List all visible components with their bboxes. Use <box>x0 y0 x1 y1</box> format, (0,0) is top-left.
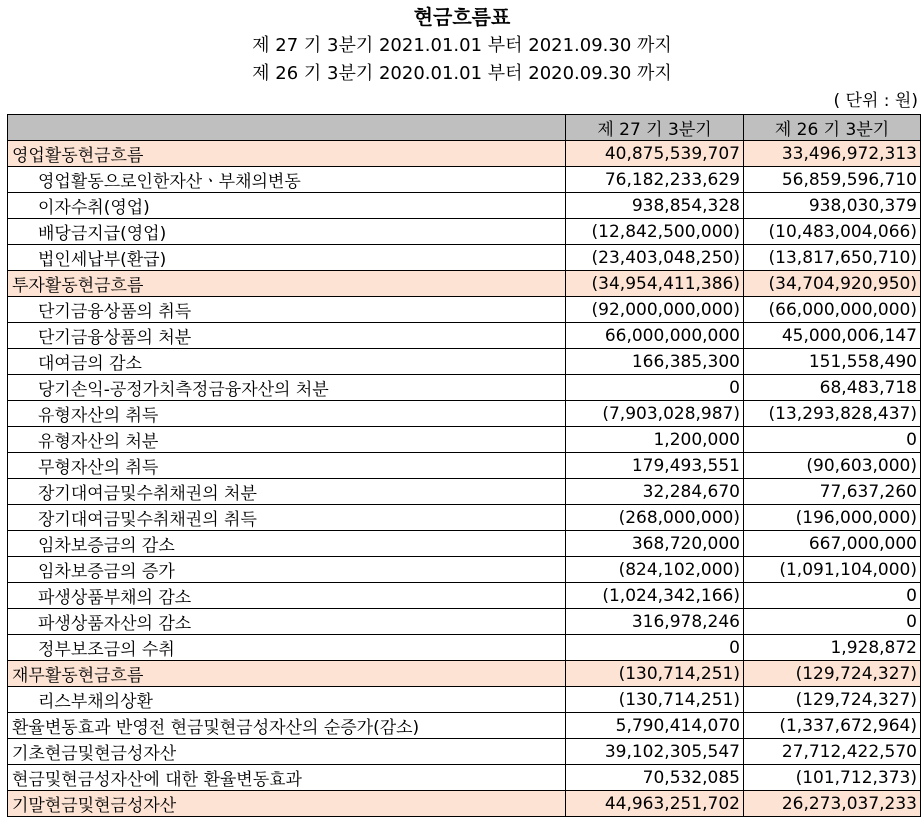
table-row <box>8 427 921 453</box>
value-current: (7,903,028,987) <box>566 401 744 427</box>
value-current: (12,842,500,000) <box>566 219 744 245</box>
value-prior: (1,091,104,000) <box>744 557 921 583</box>
row-label: 파생상품부채의 감소 <box>8 583 566 609</box>
row-label: 단기금융상품의 취득 <box>8 297 566 323</box>
value-current: 66,000,000,000 <box>566 323 744 349</box>
value-prior: 0 <box>744 427 921 453</box>
row-label: 당기손익-공정가치측정금융자산의 처분 <box>8 375 566 401</box>
table-row <box>8 583 921 609</box>
cash-flow-table <box>7 114 921 817</box>
value-prior: 26,273,037,233 <box>744 791 921 817</box>
value-current: 0 <box>566 635 744 661</box>
value-current: (130,714,251) <box>566 661 744 687</box>
value-prior: 151,558,490 <box>744 349 921 375</box>
value-current: 1,200,000 <box>566 427 744 453</box>
value-prior: 938,030,379 <box>744 193 921 219</box>
value-current: 44,963,251,702 <box>566 791 744 817</box>
value-current: 39,102,305,547 <box>566 739 744 765</box>
value-current: 179,493,551 <box>566 453 744 479</box>
value-current: 76,182,233,629 <box>566 167 744 193</box>
value-current: 0 <box>566 375 744 401</box>
table-row <box>8 219 921 245</box>
value-prior: 1,928,872 <box>744 635 921 661</box>
row-label: 기초현금및현금성자산 <box>8 739 566 765</box>
value-prior: 27,712,422,570 <box>744 739 921 765</box>
table-row <box>8 193 921 219</box>
row-label: 파생상품자산의 감소 <box>8 609 566 635</box>
value-prior: 667,000,000 <box>744 531 921 557</box>
table-row <box>8 323 921 349</box>
table-row <box>8 713 921 739</box>
value-current: 938,854,328 <box>566 193 744 219</box>
value-prior: 68,483,718 <box>744 375 921 401</box>
value-prior: 0 <box>744 583 921 609</box>
value-prior: (129,724,327) <box>744 687 921 713</box>
value-prior: 56,859,596,710 <box>744 167 921 193</box>
row-label: 임차보증금의 증가 <box>8 557 566 583</box>
value-prior: (10,483,004,066) <box>744 219 921 245</box>
value-prior: (13,293,828,437) <box>744 401 921 427</box>
value-prior: (13,817,650,710) <box>744 245 921 271</box>
table-row <box>8 271 921 297</box>
value-prior: 77,637,260 <box>744 479 921 505</box>
document-title: 현금흐름표 <box>413 5 511 29</box>
row-label: 임차보증금의 감소 <box>8 531 566 557</box>
value-current: 70,532,085 <box>566 765 744 791</box>
row-label: 정부보조금의 수취 <box>8 635 566 661</box>
value-current: (23,403,048,250) <box>566 245 744 271</box>
value-current: (1,024,342,166) <box>566 583 744 609</box>
row-label: 단기금융상품의 처분 <box>8 323 566 349</box>
row-label: 장기대여금및수취채권의 취득 <box>8 505 566 531</box>
value-current: (268,000,000) <box>566 505 744 531</box>
row-label: 장기대여금및수취채권의 처분 <box>8 479 566 505</box>
table-row <box>8 479 921 505</box>
value-current: 32,284,670 <box>566 479 744 505</box>
value-current: (130,714,251) <box>566 687 744 713</box>
row-label: 대여금의 감소 <box>8 349 566 375</box>
value-current: 40,875,539,707 <box>566 141 744 167</box>
column-header-prior: 제 26 기 3분기 <box>744 115 921 141</box>
table-row <box>8 401 921 427</box>
table-row <box>8 557 921 583</box>
table-row <box>8 791 921 817</box>
value-prior: (129,724,327) <box>744 661 921 687</box>
table-row <box>8 349 921 375</box>
row-label: 현금및현금성자산에 대한 환율변동효과 <box>8 765 566 791</box>
value-prior: (101,712,373) <box>744 765 921 791</box>
value-current: (92,000,000,000) <box>566 297 744 323</box>
row-label: 이자수취(영업) <box>8 193 566 219</box>
table-row <box>8 245 921 271</box>
row-label: 유형자산의 취득 <box>8 401 566 427</box>
value-current: 5,790,414,070 <box>566 713 744 739</box>
table-row <box>8 609 921 635</box>
row-label: 재무활동현금흐름 <box>8 661 566 687</box>
period-current: 제 27 기 3분기 2021.01.01 부터 2021.09.30 까지 <box>252 35 672 56</box>
unit-label: ( 단위 : 원) <box>833 91 918 111</box>
column-header-label <box>8 115 566 141</box>
value-current: (824,102,000) <box>566 557 744 583</box>
table-row <box>8 453 921 479</box>
value-prior: (90,603,000) <box>744 453 921 479</box>
row-label: 환율변동효과 반영전 현금및현금성자산의 순증가(감소) <box>8 713 566 739</box>
column-header-current: 제 27 기 3분기 <box>566 115 744 141</box>
table-row <box>8 375 921 401</box>
value-prior: 0 <box>744 609 921 635</box>
table-header-row <box>8 115 921 141</box>
table-row <box>8 297 921 323</box>
row-label: 기말현금및현금성자산 <box>8 791 566 817</box>
row-label: 무형자산의 취득 <box>8 453 566 479</box>
table-row <box>8 505 921 531</box>
value-prior: (66,000,000,000) <box>744 297 921 323</box>
table-row <box>8 635 921 661</box>
table-row <box>8 687 921 713</box>
table-row <box>8 531 921 557</box>
table-row <box>8 141 921 167</box>
row-label: 리스부채의상환 <box>8 687 566 713</box>
row-label: 영업활동으로인한자산ㆍ부채의변동 <box>8 167 566 193</box>
value-current: (34,954,411,386) <box>566 271 744 297</box>
value-prior: (196,000,000) <box>744 505 921 531</box>
table-row <box>8 739 921 765</box>
value-prior: (34,704,920,950) <box>744 271 921 297</box>
row-label: 영업활동현금흐름 <box>8 141 566 167</box>
row-label: 법인세납부(환급) <box>8 245 566 271</box>
table-row <box>8 765 921 791</box>
row-label: 유형자산의 처분 <box>8 427 566 453</box>
value-current: 316,978,246 <box>566 609 744 635</box>
period-prior: 제 26 기 3분기 2020.01.01 부터 2020.09.30 까지 <box>252 63 672 84</box>
value-prior: (1,337,672,964) <box>744 713 921 739</box>
table-row <box>8 167 921 193</box>
value-current: 166,385,300 <box>566 349 744 375</box>
value-current: 368,720,000 <box>566 531 744 557</box>
table-row <box>8 661 921 687</box>
row-label: 배당금지급(영업) <box>8 219 566 245</box>
value-prior: 33,496,972,313 <box>744 141 921 167</box>
row-label: 투자활동현금흐름 <box>8 271 566 297</box>
value-prior: 45,000,006,147 <box>744 323 921 349</box>
